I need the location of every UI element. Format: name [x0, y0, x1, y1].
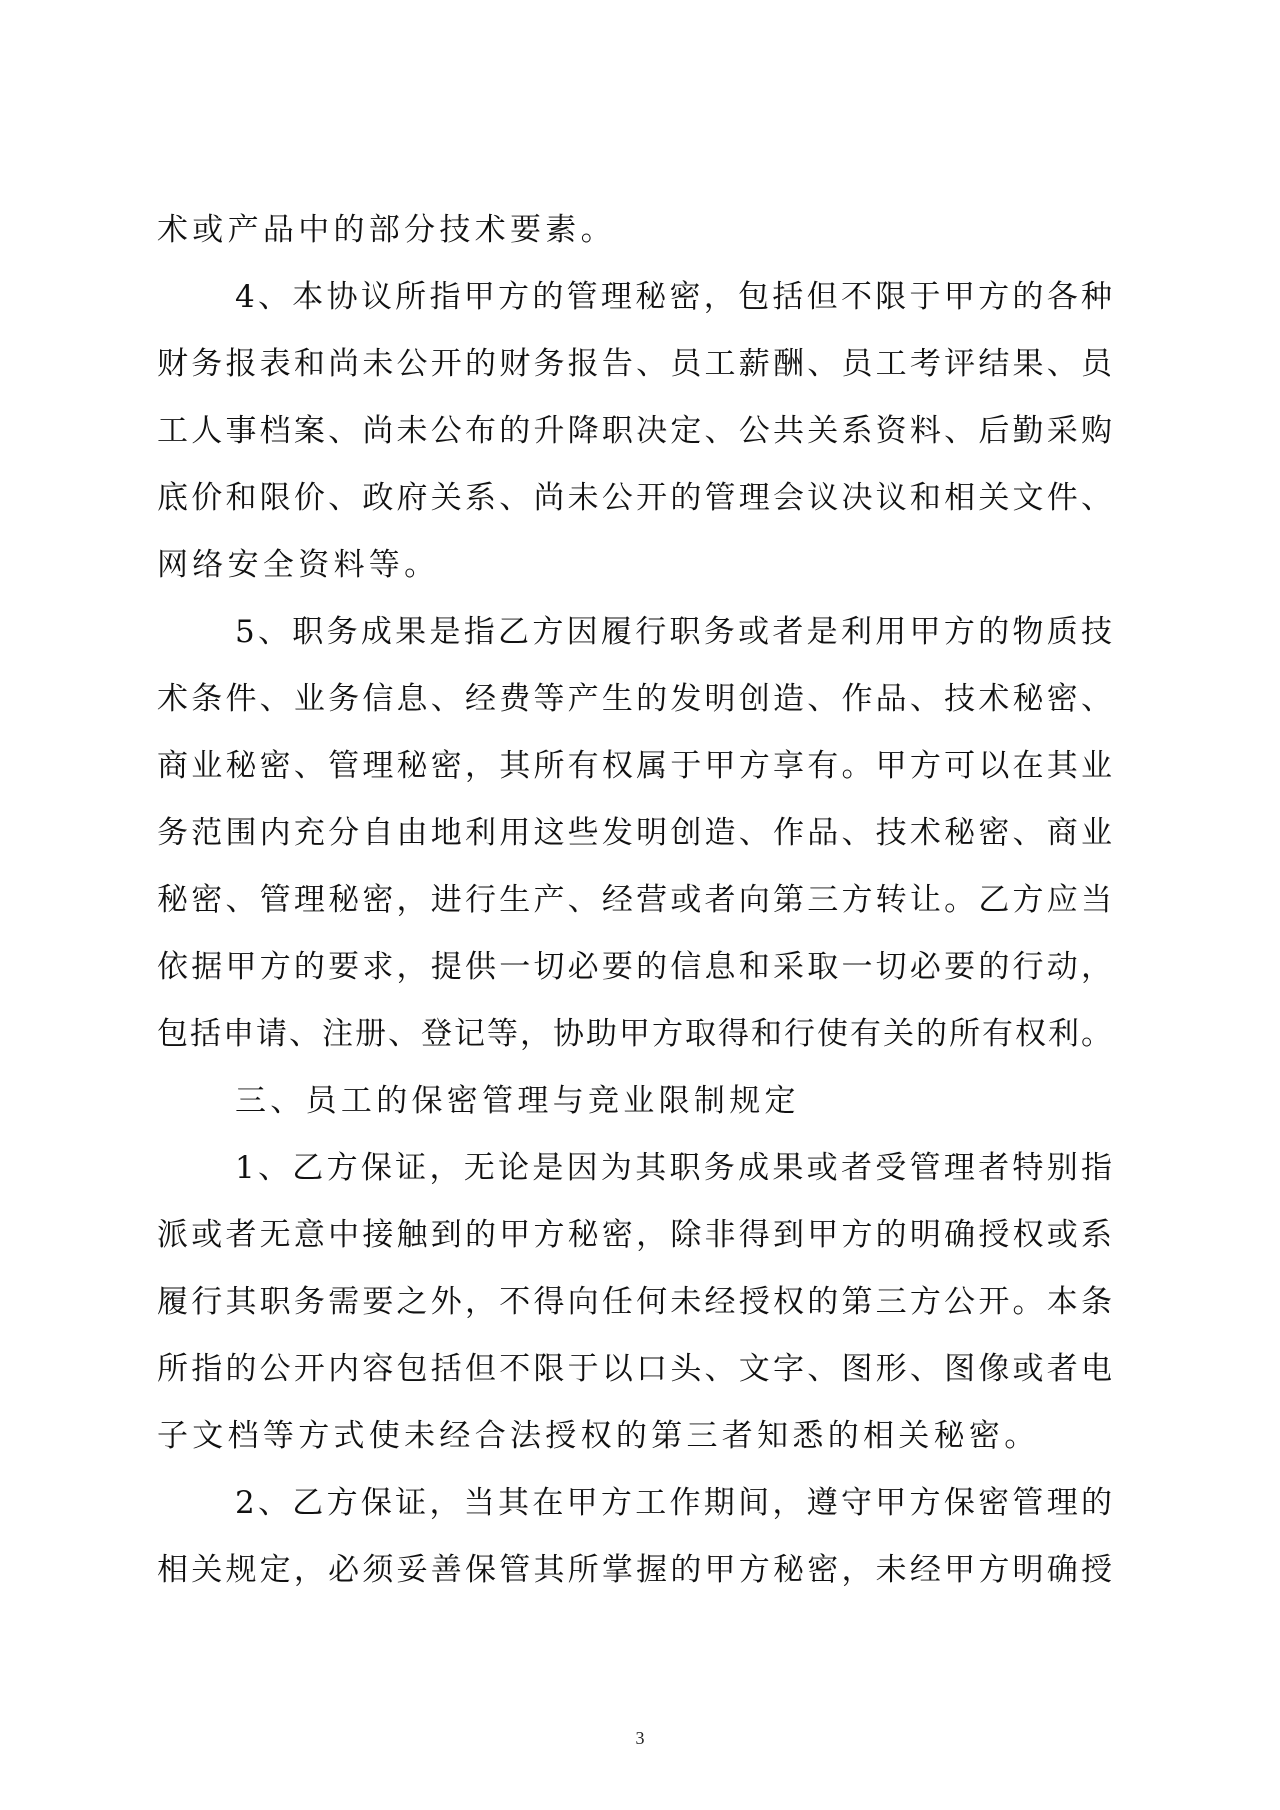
text-line: 履行其职务需要之外，不得向任何未经授权的第三方公开。本条 — [157, 1284, 1116, 1320]
text-line: 务范围内充分自由地利用这些发明创造、作品、技术秘密、商业 — [157, 815, 1116, 851]
page-number: 3 — [635, 1728, 645, 1748]
clause-1-start: 1、乙方保证，无论是因为其职务成果或者受管理者特别指 — [235, 1150, 1116, 1186]
text-line: 所指的公开内容包括但不限于以口头、文字、图形、图像或者电 — [157, 1351, 1116, 1387]
text-line: 依据甲方的要求，提供一切必要的信息和采取一切必要的行动， — [157, 949, 1116, 985]
text-line: 子文档等方式使未经合法授权的第三者知悉的相关秘密。 — [157, 1418, 1040, 1454]
clause-2-start: 2、乙方保证，当其在甲方工作期间，遵守甲方保密管理的 — [235, 1485, 1116, 1521]
text-line: 商业秘密、管理秘密，其所有权属于甲方享有。甲方可以在其业 — [157, 748, 1116, 784]
section-heading: 三、员工的保密管理与竞业限制规定 — [235, 1083, 800, 1119]
text-line: 工人事档案、尚未公布的升降职决定、公共关系资料、后勤采购 — [157, 413, 1116, 449]
text-line: 底价和限价、政府关系、尚未公开的管理会议决议和相关文件、 — [157, 480, 1116, 516]
text-line: 派或者无意中接触到的甲方秘密，除非得到甲方的明确授权或系 — [157, 1217, 1116, 1253]
paragraph-5-start: 5、职务成果是指乙方因履行职务或者是利用甲方的物质技 — [235, 614, 1116, 650]
text-line: 术条件、业务信息、经费等产生的发明创造、作品、技术秘密、 — [157, 681, 1116, 717]
text-line: 网络安全资料等。 — [157, 547, 440, 583]
text-line: 秘密、管理秘密，进行生产、经营或者向第三方转让。乙方应当 — [157, 882, 1116, 918]
text-line: 相关规定，必须妥善保管其所掌握的甲方秘密，未经甲方明确授 — [157, 1552, 1116, 1588]
paragraph-4-start: 4、本协议所指甲方的管理秘密，包括但不限于甲方的各种 — [235, 279, 1116, 315]
text-line: 包括申请、注册、登记等，协助甲方取得和行使有关的所有权利。 — [157, 1016, 1114, 1052]
text-line: 术或产品中的部分技术要素。 — [157, 212, 616, 248]
text-line: 财务报表和尚未公开的财务报告、员工薪酬、员工考评结果、员 — [157, 346, 1116, 382]
